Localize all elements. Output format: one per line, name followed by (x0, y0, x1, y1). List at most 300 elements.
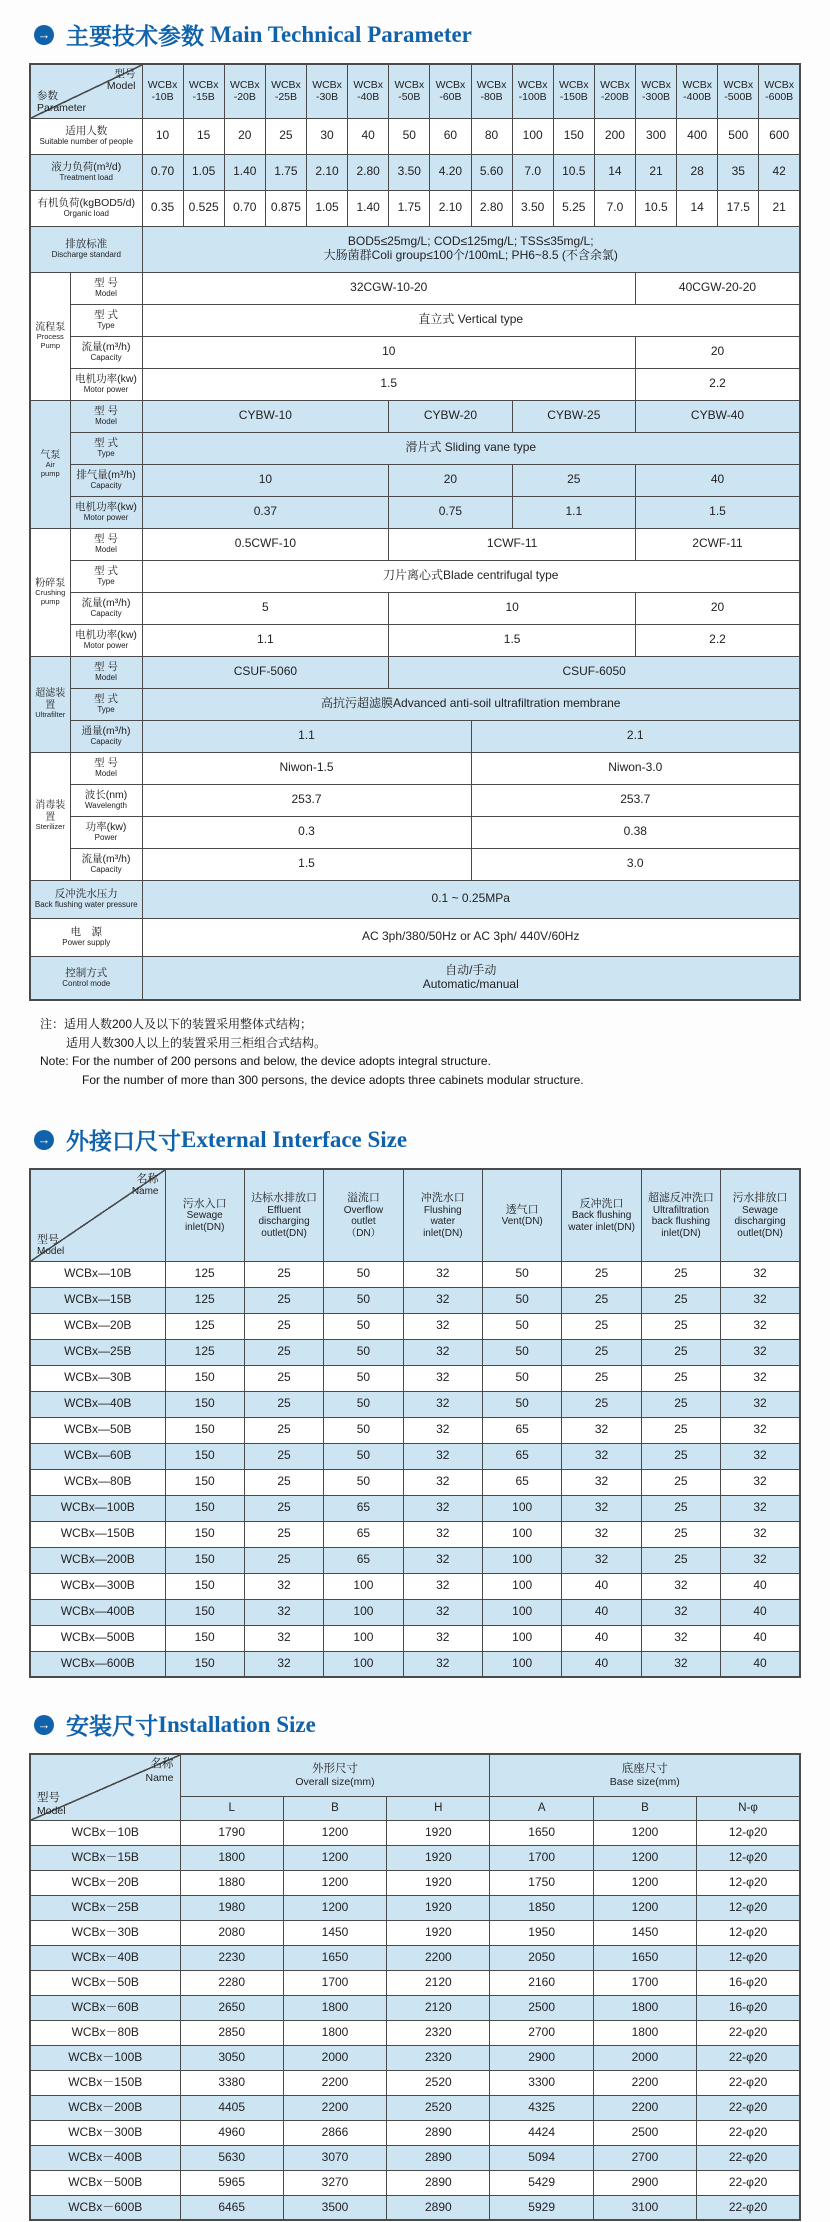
value-cell (142, 304, 800, 336)
text-line: 50 (356, 1266, 371, 1281)
text-line: 高抗污超滤膜Advanced anti-soil ultrafiltration membrane (321, 696, 621, 711)
table-row (30, 1820, 800, 1845)
text-line: Crushing (35, 588, 66, 598)
text-line: 25 (674, 1266, 688, 1281)
text-line: 32 (753, 1474, 767, 1489)
value-cell (403, 1365, 482, 1391)
text-line: 125 (194, 1344, 215, 1359)
row-label-cell (30, 118, 142, 154)
value-cell (165, 1261, 244, 1287)
text-line: pump (40, 468, 60, 478)
text-line: Type (97, 577, 115, 587)
value-cell (471, 752, 800, 784)
text-line: 1800 (218, 1849, 246, 1864)
text-line: 14 (690, 200, 704, 215)
table-row (30, 1995, 800, 2020)
table-row (30, 720, 800, 752)
text-line: 22-φ20 (728, 2124, 768, 2139)
text-line: 超滤反冲洗口 (647, 1192, 714, 1205)
text-line: Model (106, 80, 136, 93)
text-line: 300 (646, 128, 667, 143)
value-cell (697, 1870, 800, 1895)
value-cell (759, 190, 800, 226)
value-cell (490, 2170, 593, 2195)
value-cell (283, 1895, 386, 1920)
notes-block (40, 1015, 830, 1089)
value-cell (142, 720, 471, 752)
text-line: 1920 (424, 1899, 452, 1914)
text-line: WCBx—200B (60, 1552, 135, 1567)
text-line: 7.0 (606, 200, 624, 215)
value-cell (165, 1547, 244, 1573)
text-line: Control mode (62, 979, 111, 989)
value-cell (483, 1573, 562, 1599)
value-cell (697, 2045, 800, 2070)
table-row (30, 848, 800, 880)
text-line: Motor power (83, 513, 129, 523)
text-line: 2890 (424, 2199, 452, 2214)
value-cell (483, 1599, 562, 1625)
text-line: Niwon-1.5 (279, 760, 334, 775)
text-line: 50 (356, 1396, 371, 1411)
value-cell (142, 496, 389, 528)
text-line: 0.38 (623, 824, 647, 839)
value-cell (490, 1945, 593, 1970)
value-cell (283, 2170, 386, 2195)
value-cell (224, 190, 265, 226)
value-cell (283, 2145, 386, 2170)
text-line: Name (131, 1186, 159, 1198)
text-line: 7.0 (524, 164, 542, 179)
value-cell (165, 1417, 244, 1443)
table-row (30, 272, 800, 304)
text-line: 14 (608, 164, 622, 179)
value-cell (142, 528, 389, 560)
text-line: 2890 (424, 2124, 452, 2139)
row-label-cell (70, 592, 142, 624)
value-cell (387, 2145, 490, 2170)
table-row (30, 1920, 800, 1945)
text-line: 2500 (631, 2124, 659, 2139)
text-line: 5.25 (562, 200, 586, 215)
text-line: 22-φ20 (728, 2199, 768, 2214)
value-cell (641, 1313, 720, 1339)
column-header-cell (165, 1169, 244, 1261)
text-line: 32 (594, 1552, 609, 1567)
text-line: 排放标准 (65, 238, 108, 251)
text-line: 32 (436, 1448, 450, 1463)
value-cell (490, 1870, 593, 1895)
text-line: 32 (436, 1370, 450, 1385)
value-cell (389, 154, 430, 190)
text-line: Effluent (267, 1204, 301, 1216)
text-line: 3500 (321, 2199, 349, 2214)
value-cell (697, 1845, 800, 1870)
value-cell (389, 624, 636, 656)
table-row (30, 496, 800, 528)
text-line: 1200 (321, 1824, 349, 1839)
text-line: 22-φ20 (728, 2074, 768, 2089)
value-cell (483, 1417, 562, 1443)
text-line: WCBx (188, 79, 219, 92)
corner-top-label (145, 1758, 173, 1783)
text-line: 22-φ20 (728, 2149, 768, 2164)
value-cell (244, 1261, 323, 1287)
text-line: 35 (731, 164, 745, 179)
text-line: 1.1 (298, 728, 315, 743)
text-line: 0.75 (438, 504, 463, 519)
value-cell (244, 1365, 323, 1391)
text-line: 50 (356, 1422, 371, 1437)
value-cell (641, 1339, 720, 1365)
text-line: 3100 (631, 2199, 659, 2214)
value-cell (721, 1469, 800, 1495)
text-line: WCBx (517, 79, 548, 92)
value-cell (165, 1443, 244, 1469)
value-cell (389, 496, 512, 528)
row-label-cell (30, 1945, 180, 1970)
text-line: -60B (439, 91, 462, 104)
value-cell (490, 2095, 593, 2120)
column-header-cell (697, 1796, 800, 1820)
text-line: 50 (356, 1474, 371, 1489)
text-line: Suitable number of people (39, 137, 133, 147)
value-cell (142, 272, 636, 304)
value-cell (403, 1651, 482, 1677)
value-cell (562, 1417, 641, 1443)
value-cell (142, 848, 471, 880)
text-line: 25 (277, 1344, 291, 1359)
row-label-cell (30, 1287, 165, 1313)
text-line: 3050 (218, 2049, 246, 2064)
value-cell (165, 1339, 244, 1365)
value-cell (224, 154, 265, 190)
value-cell (142, 624, 389, 656)
value-cell (562, 1625, 641, 1651)
text-line: 0.5CWF-10 (234, 536, 297, 551)
column-header-cell (348, 64, 389, 118)
text-line: CYBW-10 (238, 408, 292, 423)
text-line: WCBx－20B (71, 1874, 139, 1889)
corner-top-label (107, 68, 136, 92)
text-line: 25 (567, 472, 581, 487)
text-line: 65 (515, 1448, 529, 1463)
text-line: CYBW-20 (423, 408, 477, 423)
table-row (30, 1261, 800, 1287)
section1-title-zh: 主要技术参数 (66, 24, 204, 49)
value-cell (483, 1261, 562, 1287)
value-cell (324, 1339, 403, 1365)
text-line: 32 (753, 1552, 767, 1567)
text-line: 25 (277, 1396, 291, 1411)
text-line: 32 (594, 1500, 609, 1515)
text-line: 20 (238, 128, 252, 143)
text-line: 32 (674, 1630, 688, 1645)
text-line: 1.05 (315, 200, 339, 215)
value-cell (636, 400, 801, 432)
text-line: 100 (512, 1526, 533, 1541)
text-line: WCBx (312, 79, 342, 92)
text-line: 透气口 (505, 1203, 539, 1216)
row-label-cell (30, 1339, 165, 1365)
value-cell (721, 1521, 800, 1547)
value-cell (721, 1261, 800, 1287)
text-line: 2200 (321, 2074, 349, 2089)
text-line: 32 (436, 1500, 450, 1515)
section-title-main-technical-parameter (34, 18, 830, 51)
text-line: 2.1 (626, 728, 644, 743)
row-label-cell (30, 956, 142, 1000)
row-label-cell (30, 880, 142, 918)
text-line: WCBx—15B (64, 1292, 132, 1307)
value-cell (180, 1895, 283, 1920)
value-cell (483, 1313, 562, 1339)
row-label-cell (30, 1521, 165, 1547)
text-line: B (641, 1801, 649, 1814)
text-line: 溢流口 (346, 1192, 380, 1205)
value-cell (142, 592, 389, 624)
text-line: Niwon-3.0 (608, 760, 663, 775)
text-line: 1.5 (298, 856, 315, 871)
text-line: Flushing (423, 1204, 462, 1216)
value-cell (593, 2195, 696, 2220)
text-line: 253.7 (291, 792, 322, 807)
text-line: 50 (356, 1292, 371, 1307)
column-header-cell (636, 64, 677, 118)
text-line: 100 (512, 1578, 533, 1593)
row-label-cell (30, 2120, 180, 2145)
value-cell (403, 1521, 482, 1547)
value-cell (512, 464, 635, 496)
text-line: 型 式 (94, 693, 118, 706)
text-line: 32 (674, 1578, 688, 1593)
value-cell (721, 1573, 800, 1599)
value-cell (490, 1920, 593, 1945)
text-line: 32 (674, 1604, 688, 1619)
text-line: -40B (357, 91, 380, 104)
text-line: WCBx－60B (71, 1999, 139, 2014)
text-line: 150 (194, 1552, 215, 1567)
value-cell (307, 154, 348, 190)
text-line: 16-φ20 (728, 1999, 768, 2014)
text-line: Automatic/manual (422, 976, 519, 991)
text-line: 21 (772, 200, 786, 215)
column-header-cell (759, 64, 800, 118)
text-line: 超滤装置 (35, 688, 66, 711)
text-line: 1200 (321, 1874, 349, 1889)
text-line: 150 (194, 1500, 215, 1515)
value-cell (641, 1547, 720, 1573)
value-cell (265, 154, 306, 190)
text-line: 42 (772, 164, 786, 179)
table-row (30, 1365, 800, 1391)
value-cell (244, 1521, 323, 1547)
text-line: 32 (753, 1526, 767, 1541)
text-line: 100 (353, 1630, 374, 1645)
text-line: 25 (594, 1266, 609, 1281)
value-cell (562, 1287, 641, 1313)
row-label-cell (30, 1845, 180, 1870)
text-line: 22-φ20 (728, 2049, 768, 2064)
text-line: WCBx－10B (71, 1824, 139, 1839)
value-cell (636, 528, 801, 560)
text-line: WCBx (723, 79, 754, 92)
value-cell (490, 2120, 593, 2145)
text-line: 25 (674, 1396, 688, 1411)
arrow-bullet-icon: → (34, 25, 54, 45)
row-label-cell (30, 1920, 180, 1945)
value-cell (142, 688, 800, 720)
value-cell (389, 656, 800, 688)
text-line: 2200 (321, 2099, 349, 2114)
row-label-cell (30, 1599, 165, 1625)
text-line: Model (95, 673, 117, 683)
value-cell (490, 1820, 593, 1845)
value-cell (471, 190, 512, 226)
text-line: -100B (518, 91, 547, 104)
value-cell (471, 154, 512, 190)
value-cell (142, 956, 800, 1000)
value-cell (183, 190, 224, 226)
value-cell (403, 1287, 482, 1313)
column-header-cell (721, 1169, 800, 1261)
value-cell (142, 918, 800, 956)
text-line: 型 号 (94, 533, 118, 546)
text-line: 50 (356, 1344, 371, 1359)
text-line: 25 (279, 128, 293, 143)
value-cell (283, 1845, 386, 1870)
text-line: WCBx—50B (64, 1422, 132, 1437)
text-line: 2050 (528, 1949, 555, 1964)
value-cell (483, 1365, 562, 1391)
text-line: 32 (277, 1656, 291, 1671)
text-line: 25 (674, 1370, 688, 1385)
value-cell (562, 1573, 641, 1599)
value-cell (142, 336, 636, 368)
text-line: 2.80 (356, 164, 380, 179)
text-line: inlet(DN) (184, 1221, 225, 1233)
text-line: 2700 (631, 2149, 659, 2164)
column-header-cell (183, 64, 224, 118)
value-cell (697, 1920, 800, 1945)
value-cell (430, 154, 471, 190)
text-line: 2.80 (479, 200, 504, 215)
text-line: 1650 (321, 1949, 349, 1964)
value-cell (387, 2095, 490, 2120)
value-cell (641, 1625, 720, 1651)
section3-title-zh: 安装尺寸 (66, 1714, 158, 1740)
text-line: 150 (194, 1630, 215, 1645)
table-row (30, 2070, 800, 2095)
text-line: 25 (277, 1500, 291, 1515)
text-line: -15B (192, 91, 215, 104)
section3-title-en: Installation Size (158, 1711, 316, 1737)
row-label-cell (30, 1417, 165, 1443)
text-line: 32 (753, 1292, 767, 1307)
column-header-cell (594, 64, 635, 118)
table-row (30, 656, 800, 688)
text-line: WCBx－50B (71, 1974, 139, 1989)
text-line: WCBx－15B (71, 1849, 139, 1864)
text-line: 40 (753, 1630, 767, 1645)
text-line: 型 号 (94, 757, 118, 770)
table-row (30, 1417, 800, 1443)
column-header-cell (387, 1796, 490, 1820)
text-line: 波长(nm) (84, 789, 128, 802)
value-cell (387, 2170, 490, 2195)
table-row (30, 560, 800, 592)
value-cell (142, 432, 800, 464)
row-label-cell (30, 1313, 165, 1339)
text-line: Model (37, 1804, 66, 1817)
text-line: 流程泵 (35, 321, 66, 333)
value-cell (387, 2045, 490, 2070)
column-header-cell (389, 64, 430, 118)
row-label-cell (70, 368, 142, 400)
text-line: 100 (512, 1552, 533, 1567)
text-line: Model (95, 769, 117, 779)
value-cell (324, 1495, 403, 1521)
text-line: （DN） (346, 1227, 381, 1239)
row-label-cell (30, 2045, 180, 2070)
row-label-cell (30, 1573, 165, 1599)
value-cell (165, 1599, 244, 1625)
text-line: 25 (277, 1292, 291, 1307)
text-line: 10 (155, 128, 170, 143)
table-row (30, 918, 800, 956)
value-cell (244, 1443, 323, 1469)
text-line: WCBx－400B (68, 2149, 143, 2164)
table-row (30, 1945, 800, 1970)
row-label-cell (30, 1970, 180, 1995)
value-cell (348, 154, 389, 190)
text-line: 100 (512, 1630, 533, 1645)
text-line: 10.5 (644, 200, 668, 215)
value-cell (142, 154, 183, 190)
text-line: 2120 (424, 1974, 452, 1989)
text-line: inlet(DN) (661, 1227, 701, 1239)
text-line: Power supply (62, 938, 111, 948)
text-line: 10 (505, 600, 519, 615)
value-cell (721, 1443, 800, 1469)
text-line: CSUF-5060 (233, 664, 298, 679)
text-line: 1.40 (356, 200, 380, 215)
text-line: 32 (436, 1630, 450, 1645)
corner-header-cell (30, 1169, 165, 1261)
installation-size-table (29, 1753, 801, 2221)
text-line: Capacity (90, 481, 122, 491)
value-cell (265, 190, 306, 226)
row-label-cell (70, 688, 142, 720)
text-line: 10 (382, 344, 396, 359)
value-cell (324, 1313, 403, 1339)
value-cell (593, 2045, 696, 2070)
text-line: 达标水排放口 (251, 1192, 318, 1205)
value-cell (593, 2070, 696, 2095)
text-line: -10B (151, 91, 174, 104)
text-line: -25B (274, 91, 298, 104)
row-label-cell (70, 432, 142, 464)
text-line: 1CWF-11 (486, 536, 538, 551)
value-cell (387, 1995, 490, 2020)
table-row (30, 1970, 800, 1995)
text-line: 12-φ20 (728, 1849, 768, 1864)
value-cell (324, 1573, 403, 1599)
text-line: WCBx (558, 79, 589, 92)
row-label-cell (30, 2070, 180, 2095)
text-line: WCBx—400B (60, 1604, 135, 1619)
table-row (30, 118, 800, 154)
